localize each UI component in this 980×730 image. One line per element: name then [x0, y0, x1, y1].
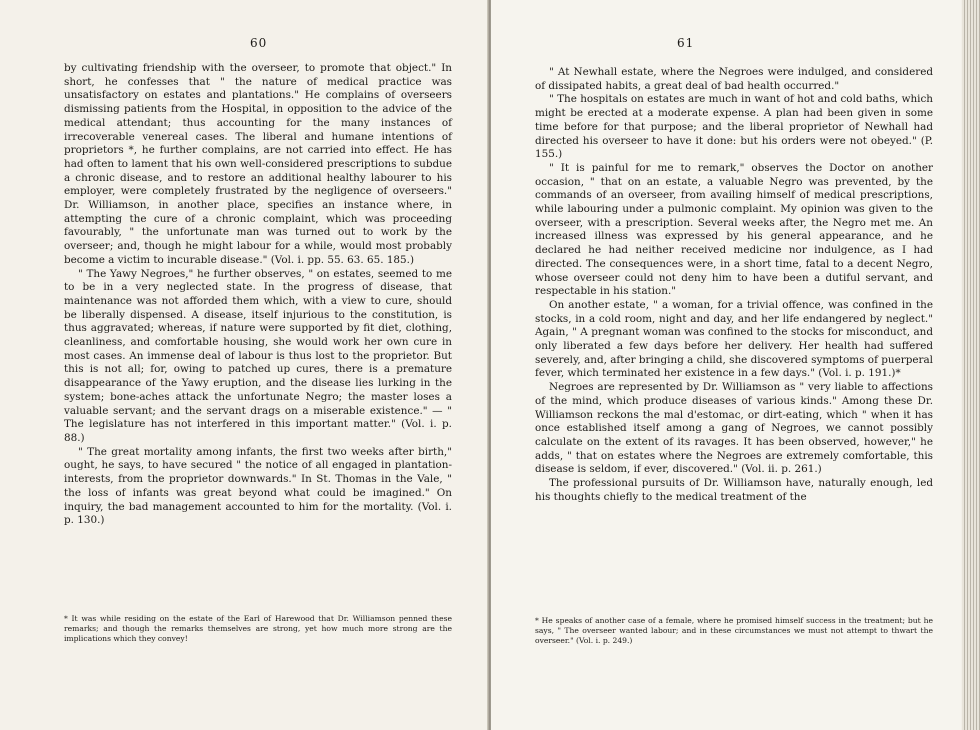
paragraph: " The Yawy Negroes," he further observes, " on estates, seemed to me to be in a very neglected state. In the progress of disease, that maintenance was not afforded them which, with a view to cure, should be liberally dispensed. A disease, itself injurious to the constitution, is thus aggravated; whereas, if nature were supported by fit diet, clothing, cleanliness, and comfortable housing, she would work her own cure in most cases. An immense deal of labour is thus lost to the proprietor. But this is not all; for, owing to patched up cures, there is a premature disappearance of the Yawy eruption, and the disease lies lurking in the system; bone-aches attack the unfortunate Negro; the master loses a valuable servant; and the servant drags on a miserable existence." — " The legislature has not interfered in this important matter." (Vol. i. p. 88.)	[64, 267, 452, 444]
paragraph: " It is painful for me to remark," observes the Doctor on another occasion, " that on an estate, a valuable Negro was prevented, by the commands of an overseer, from availing himself of medical prescriptions, while labouring under a pulmonic complaint. My opinion was given to the overseer, with a prescription. Several weeks after, the Negro met me. An increased illness was expressed by his general appearance, and he declared he had neither received medicine nor indulgence, as I had directed. The consequences were, in a short time, fatal to a decent Negro, whose overseer could not deny him to have been a dutiful servant, and respectable in his station."	[535, 161, 933, 298]
body-text	[535, 66, 933, 505]
paragraph: by cultivating friendship with the overseer, to promote that object." In short, he confesses that " the nature of medical practice was unsatisfactory on estates and plantations." He complains of overseers dismissing patients from the Hospital, in opposition to the advice of the medical attendant; thus accounting for the many instances of irrecoverable venereal cases. The liberal and humane intentions of proprietors *, he further complains, are not carried into effect. He has had often to lament that his own well-considered prescriptions to subdue a chronic disease, and to restore an additional healthy labourer to his employer, were completely frustrated by the negligence of overseers." Dr. Williamson, in another place, specifies an instance where, in attempting the cure of a chronic complaint, which was proceeding favourably, " the unfortunate man was turned out to work by the overseer; and, though he might labour for a while, would most probably become a victim to incurable disease." (Vol. i. pp. 55. 63. 65. 185.)	[64, 62, 452, 266]
page-edges	[962, 0, 980, 730]
right-page	[491, 0, 961, 730]
paragraph: Negroes are represented by Dr. Williamson as " very liable to affections of the mind, which produce diseases of various kinds." Among these Dr. Williamson reckons the mal d'estomac, or dirt-eating, which " when it has once established itself among a gang of Negroes, we cannot possibly calculate on the extent of its ravages. It has been observed, however," he adds, " that on estates where the Negroes are extremely comfortable, this disease is seldom, if ever, discovered." (Vol. ii. p. 261.)	[535, 381, 933, 476]
footnote: * He speaks of another case of a female, where he promised himself success in the treatment; but he says, " The overseer wanted labour; and in these circumstances we must not attempt to thwart the overseer." (Vol. i. p. 249.)	[535, 616, 933, 645]
paragraph: The professional pursuits of Dr. Williamson have, naturally enough, led his thoughts chiefly to the medical treatment of the	[535, 477, 933, 503]
paragraph: " At Newhall estate, where the Negroes were indulged, and considered of dissipated habits, a great deal of bad health occurred."	[535, 66, 933, 92]
footnote: * It was while residing on the estate of the Earl of Harewood that Dr. Williamson penned these remarks; and though the remarks themselves are strong, yet how much more strong are the implications which they convey!	[64, 614, 452, 643]
paragraph: On another estate, " a woman, for a trivial offence, was confined in the stocks, in a cold room, night and day, and her life endangered by neglect." Again, " A pregnant woman was confined to the stocks for misconduct, and only liberated a few days before her delivery. Her health had suffered severely, and, after bringing a child, she discovered symptoms of puerperal fever, which terminated her existence in a few days." (Vol. i. p. 191.)*	[535, 298, 933, 380]
paragraph: " The hospitals on estates are much in want of hot and cold baths, which might be erected at a moderate expense. A plan had been given in some time before for that purpose; and the liberal proprietor of Newhall had directed his overseer to have it done: but his orders were not obeyed." (P. 155.)	[535, 93, 933, 161]
page-number: 60	[250, 36, 268, 50]
page-number: 61	[677, 36, 695, 50]
body-text	[64, 62, 452, 528]
left-page	[0, 0, 489, 730]
paragraph: " The great mortality among infants, the first two weeks after birth," ought, he says, to have secured " the notice of all engaged in plantation-interests, from the proprietor downwards." In St. Thomas in the Vale, " the loss of infants was great beyond what could be imagined." On inquiry, the bad management accounted to him for the mortality. (Vol. i. p. 130.)	[64, 445, 452, 527]
